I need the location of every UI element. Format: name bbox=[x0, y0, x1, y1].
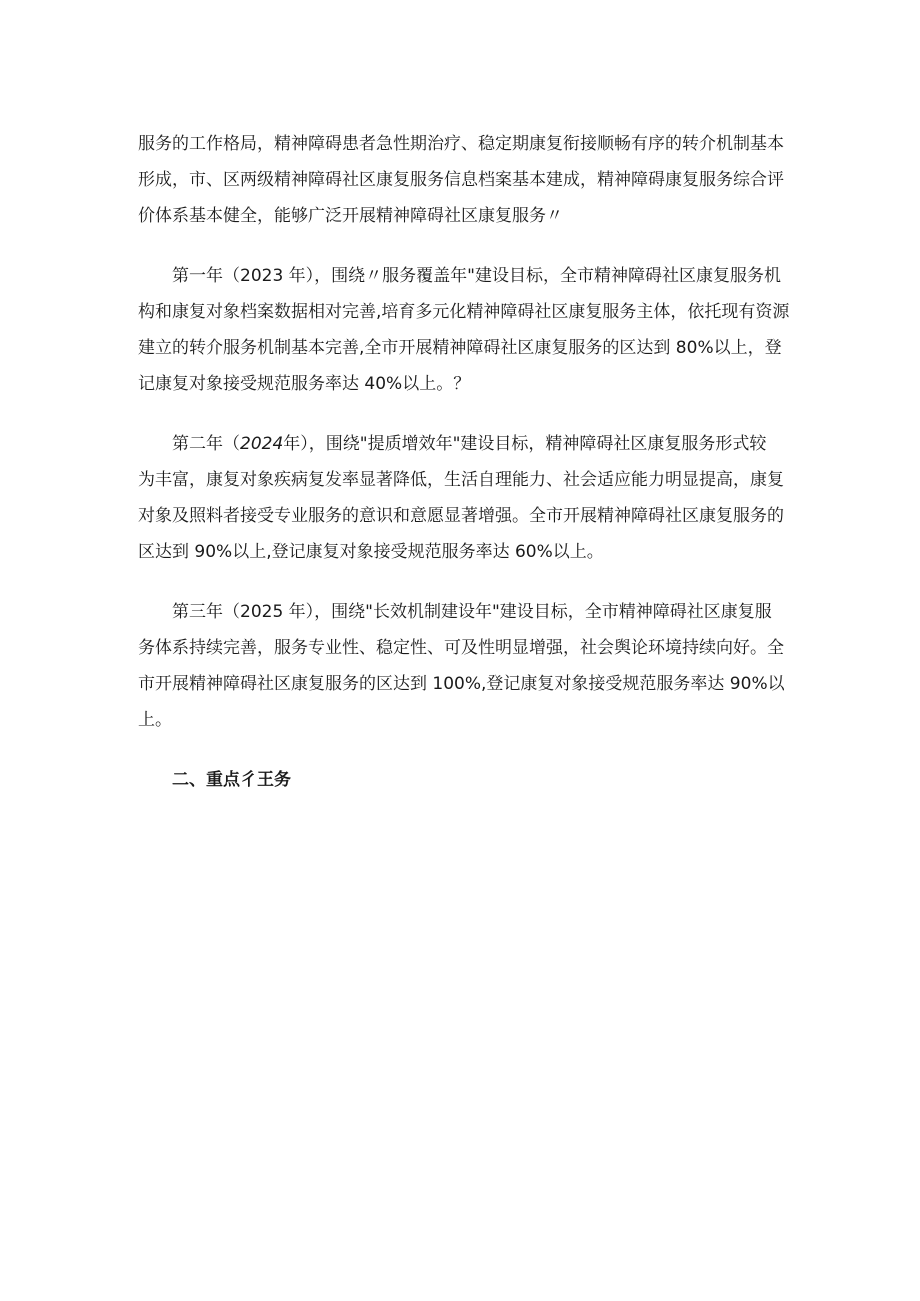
text-line: 为丰富，康复对象疾病复发率显著降低，生活自理能力、社会适应能力明显提高，康复 bbox=[138, 470, 784, 490]
paragraph-year-one bbox=[138, 258, 788, 402]
text-line: 市开展精神障碍社区康复服务的区达到 100%,登记康复对象接受规范服务率达 90%以 bbox=[138, 674, 785, 694]
text-line: 记康复对象接受规范服务率达 40%以上。？ bbox=[138, 374, 471, 394]
paragraph-year-three bbox=[138, 594, 788, 738]
year-text: 2024 bbox=[240, 434, 284, 454]
text-line: 区达到 90%以上,登记康复对象接受规范服务率达 60%以上。 bbox=[138, 542, 604, 562]
text-line: 务体系持续完善，服务专业性、稳定性、可及性明显增强，社会舆论环境持续向好。全 bbox=[138, 638, 784, 658]
text-line: 建立的转介服务机制基本完善,全市开展精神障碍社区康复服务的区达到 80%以上，登 bbox=[138, 338, 782, 358]
text-line: 对象及照料者接受专业服务的意识和意愿显著增强。全市开展精神障碍社区康复服务的 bbox=[138, 506, 784, 526]
text-line bbox=[138, 426, 788, 462]
section-heading: 二、重点彳王务 bbox=[172, 770, 291, 790]
document-body bbox=[138, 126, 788, 798]
text-line: 第一年（2023 年），围绕〃服务覆盖年"建设目标，全市精神障碍社区康复服务机 bbox=[172, 266, 781, 286]
text-line: 形成，市、区两级精神障碍社区康复服务信息档案基本建成，精神障碍康复服务综合评 bbox=[138, 170, 784, 190]
text-fragment: 第二年（ bbox=[172, 434, 240, 454]
text-line: 服务的工作格局，精神障碍患者急性期治疗、稳定期康复衔接顺畅有序的转介机制基本 bbox=[138, 134, 784, 154]
paragraph-overview bbox=[138, 126, 788, 234]
text-line: 价体系基本健全，能够广泛开展精神障碍社区康复服务〃 bbox=[138, 206, 563, 226]
text-line: 构和康复对象档案数据相对完善,培育多元化精神障碍社区康复服务主体，依托现有资源 bbox=[138, 302, 790, 322]
text-fragment: 年），围绕"提质增效年"建设目标，精神障碍社区康复服务形式较 bbox=[283, 434, 767, 454]
text-line: 上。 bbox=[138, 710, 172, 730]
paragraph-year-two bbox=[138, 426, 788, 570]
text-line: 第三年（2025 年），围绕"长效机制建设年"建设目标，全市精神障碍社区康复服 bbox=[172, 602, 772, 622]
